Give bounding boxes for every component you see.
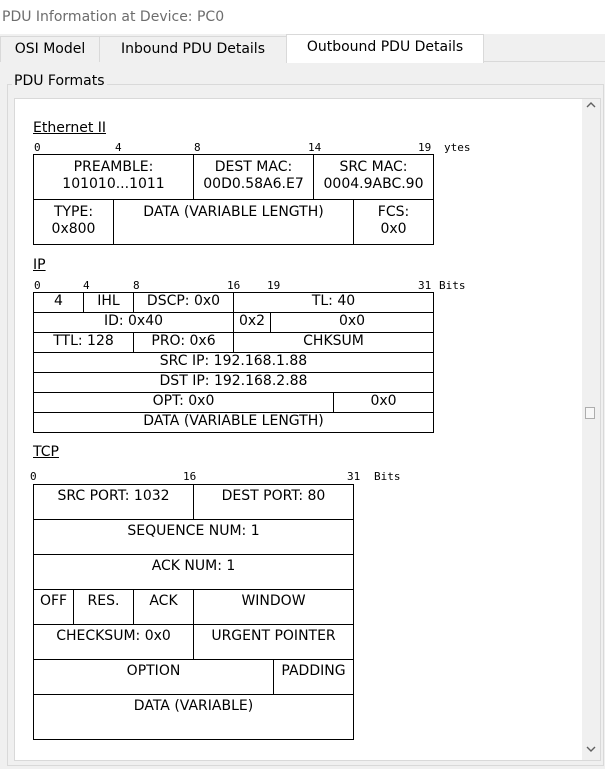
tcp-ruler-unit: Bits	[374, 470, 401, 483]
ip-id-field: ID: 0x40	[33, 312, 234, 333]
ip-ruler-19: 19	[267, 279, 281, 292]
ip-version-field: 4	[33, 292, 84, 313]
eth-fcs-value: 0x0	[380, 221, 407, 237]
ip-ruler-unit: Bits	[439, 279, 466, 292]
tcp-window-field: WINDOW	[193, 589, 354, 625]
ip-ruler-31: 31	[418, 279, 432, 292]
ip-src-ip-field: SRC IP: 192.168.1.88	[33, 352, 434, 373]
ip-protocol-field: PRO: 0x6	[133, 332, 234, 353]
tcp-checksum-field: CHECKSUM: 0x0	[33, 624, 194, 660]
chevron-up-icon[interactable]	[582, 99, 600, 116]
ip-tl-field: TL: 40	[233, 292, 434, 313]
eth-ruler-4: 4	[115, 141, 122, 154]
ip-flags-field: 0x2	[233, 312, 271, 333]
eth-dest-mac-value: 00D0.58A6.E7	[203, 176, 304, 192]
eth-preamble-field	[33, 154, 194, 200]
chevron-down-icon[interactable]	[582, 743, 600, 760]
eth-ruler-0: 0	[34, 141, 41, 154]
tcp-src-port-field: SRC PORT: 1032	[33, 484, 194, 520]
ip-dst-ip-field: DST IP: 192.168.2.88	[33, 372, 434, 393]
ip-ruler-0: 0	[34, 279, 41, 292]
eth-src-mac-label: SRC MAC:	[339, 159, 408, 175]
eth-ruler-14: 14	[308, 141, 322, 154]
tcp-sequence-field: SEQUENCE NUM: 1	[33, 519, 354, 555]
eth-type-value: 0x800	[51, 221, 96, 237]
ip-ruler-4: 4	[83, 279, 90, 292]
ip-ttl-field: TTL: 128	[33, 332, 134, 353]
tcp-data-field: DATA (VARIABLE)	[33, 694, 354, 740]
tcp-title: TCP	[33, 444, 59, 460]
eth-preamble-value: 101010...1011	[62, 176, 165, 192]
eth-src-mac-field	[313, 154, 434, 200]
eth-fcs-label: FCS:	[377, 204, 410, 220]
pdu-formats-label: PDU Formats	[14, 73, 105, 89]
tcp-padding-field: PADDING	[273, 659, 354, 695]
eth-data-field: DATA (VARIABLE LENGTH)	[113, 199, 354, 245]
eth-fcs-field	[353, 199, 434, 245]
tcp-dest-port-field: DEST PORT: 80	[193, 484, 354, 520]
ip-fragment-offset-field: 0x0	[270, 312, 434, 333]
tcp-ack-num-field: ACK NUM: 1	[33, 554, 354, 590]
ip-data-field: DATA (VARIABLE LENGTH)	[33, 412, 434, 433]
ip-ihl-field: IHL	[83, 292, 134, 313]
ip-dscp-field: DSCP: 0x0	[133, 292, 234, 313]
eth-type-label: TYPE:	[53, 204, 94, 220]
tab-inbound-pdu-details[interactable]: Inbound PDU Details	[99, 36, 287, 62]
ip-options-field: OPT: 0x0	[33, 392, 334, 413]
ip-checksum-field: CHKSUM	[233, 332, 434, 353]
ip-padding-field: 0x0	[333, 392, 434, 413]
tcp-ruler-31: 31	[347, 470, 361, 483]
tcp-option-field: OPTION	[33, 659, 274, 695]
eth-ruler-19: 19	[418, 141, 432, 154]
eth-preamble-label: PREAMBLE:	[73, 159, 154, 175]
pdu-formats-panel[interactable]	[14, 98, 601, 761]
tab-outbound-pdu-details[interactable]: Outbound PDU Details	[286, 34, 484, 63]
ip-ruler-16: 16	[227, 279, 241, 292]
eth-ruler-unit: ytes	[444, 141, 471, 154]
tcp-ruler-16: 16	[183, 470, 197, 483]
eth-ruler-8: 8	[194, 141, 201, 154]
eth-dest-mac-label: DEST MAC:	[214, 159, 293, 175]
eth-type-field	[33, 199, 114, 245]
tcp-offset-field: OFF	[33, 589, 74, 625]
tcp-ack-flag-field: ACK	[133, 589, 194, 625]
tcp-urgent-pointer-field: URGENT POINTER	[193, 624, 354, 660]
eth-src-mac-value: 0004.9ABC.90	[323, 176, 424, 192]
scrollbar-thumb[interactable]	[585, 407, 595, 419]
eth-dest-mac-field	[193, 154, 314, 200]
tcp-ruler-0: 0	[30, 470, 37, 483]
window-title: PDU Information at Device: PC0	[0, 0, 605, 34]
tab-osi-model[interactable]: OSI Model	[0, 36, 100, 62]
vertical-scrollbar[interactable]	[582, 99, 600, 760]
tab-bar	[0, 34, 605, 62]
ethernet-title: Ethernet II	[33, 120, 107, 136]
ip-title: IP	[33, 257, 46, 273]
tcp-reserved-field: RES.	[73, 589, 134, 625]
ip-ruler-8: 8	[133, 279, 140, 292]
